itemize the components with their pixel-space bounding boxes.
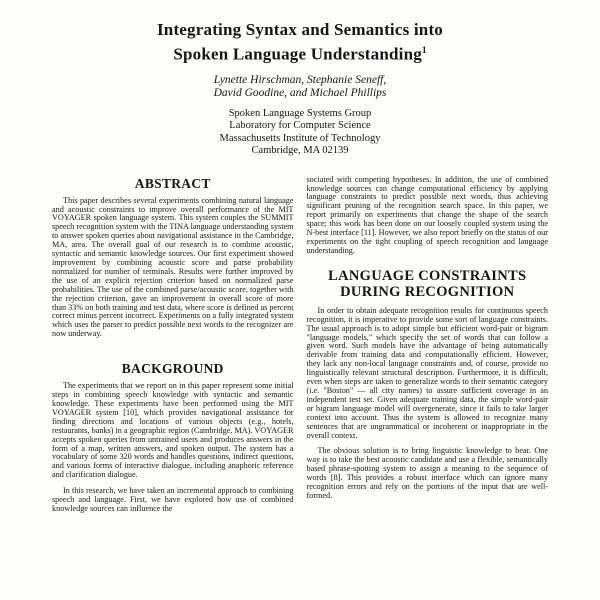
- constraints-paragraph-1: In order to obtain adequate recognition results for continuous speech recognition, it is imperative to provide some sort of language constraints. The usual approach is to adopt simple but efficient word-pair or bigram "language models," which specify the set of words that can follow a given word. Such models have the advantage of being automatically derivable from training data and computationally efficient. However, they lack any non-local language constraints and, of course, provide no linguistically relevant structural description. Furthermore, it is difficult, even when steps are taken to generalize words to their semantic category (i.e. "Boston" — all city names) to assure sufficient coverage in an independent test set. Given adequate training data, the simple word-pair or bigram language model will overgenerate, since it fails to take larger context into account. Thus the system is allowed to recognize many sentences that are ungrammatical or incoherent or inappropriate in the overall context.: [306, 305, 548, 440]
- paper-title-line2-text: Spoken Language Understanding: [173, 44, 422, 64]
- authors-line2: David Goodine, and Michael Phillips: [213, 87, 387, 100]
- paper-title-line1: Integrating Syntax and Semantics into: [156, 20, 444, 39]
- constraints-paragraph-2: The obvious solution is to bring linguistic knowledge to bear. One way is to take the best acoustic candidate and use a flexible, semantically based phrase-spotting system to assign a meaning to the sequence of words [8]. This provides a robust interface which can ignore many recognition errors and rely on the portions of the input that are well-formed.: [306, 446, 548, 500]
- affiliation-group: Spoken Language Systems Group: [228, 107, 372, 119]
- language-constraints-heading: [307, 268, 549, 301]
- background-heading: BACKGROUND: [121, 361, 224, 377]
- author-list: [0, 74, 600, 101]
- background-paragraph-2: In this research, we have taken an incremental approach to combining speech and language. First, we have explored how use of combined knowledge sources can influence the: [52, 486, 294, 513]
- abstract-heading: ABSTRACT: [134, 175, 211, 191]
- two-column-body: [52, 176, 548, 514]
- affiliation-institution: Massachusetts Institute of Technology: [219, 132, 381, 144]
- language-constraints-heading-line1: LANGUAGE CONSTRAINTS: [328, 267, 527, 284]
- left-column: [52, 176, 294, 514]
- right-column: [307, 176, 549, 514]
- intro-continuation-paragraph: sociated with competing hypotheses. In addition, the use of combined knowledge sources can change computational efficiency by applying language constraints to predict possible next words, thus achieving significant pruning of the recognition search space. In this paper, we report primarily on experiments that change the shape of the search space; this work has been done on our loosely coupled system using the N-best interface [11]. However, we also report briefly on the status of our experiments on the tight coupling of speech recognition and language understanding.: [306, 174, 548, 255]
- affiliation-block: [0, 108, 600, 158]
- affiliation-city: Cambridge, MA 02139: [251, 145, 349, 157]
- language-constraints-heading-line2: DURING RECOGNITION: [340, 284, 515, 301]
- paper-header: [0, 0, 600, 158]
- authors-line1: Lynette Hirschman, Stephanie Seneff,: [213, 73, 387, 86]
- title-footnote-marker: 1: [421, 45, 427, 55]
- affiliation-lab: Laboratory for Computer Science: [229, 120, 371, 132]
- background-paragraph-1: The experiments that we report on in this paper represent some initial steps in combining speech knowledge with syntactic and semantic knowledge. These experiments have been performed using the MIT VOYAGER system [10], which provides navigational assistance for finding directions and locations of various objects (e.g., hotels, restaurants, banks) in a geographic region (Cambridge, MA). VOYAGER accepts spoken queries from untrained users and produces answers in the form of a map, written answers, and spoken output. The system has a vocabulary of some 320 words and handles questions, indirect questions, and various forms of interactive dialogue, including anaphoric reference and clarification dialogue.: [52, 381, 294, 480]
- paper-title-line2: [0, 40, 600, 65]
- abstract-paragraph: This paper describes several experiments combining natural language and acoustic constraints to improve overall performance of the MIT VOYAGER spoken language system. This system couples the SUMMIT speech recognition system with the TINA language understanding system to answer spoken queries about navigational assistance in the Cambridge, MA, area. The overall goal of our research is to combine acoustic, syntactic and semantic knowledge sources. Our first experiment showed improvement by combining acoustic score and parse probability normalized for number of terminals. Results were further improved by the use of an explicit rejection criterion based on normalized parse probabilities. The use of the combined parse/acoustic score, together with the rejection criterion, gave an improvement in overall score of more than 33% on both training and test data, where score is defined as percent correct minus percent incorrect. Experiments on a fully integrated system which uses the parser to predict possible next words to the recognizer are now underway.: [52, 195, 294, 339]
